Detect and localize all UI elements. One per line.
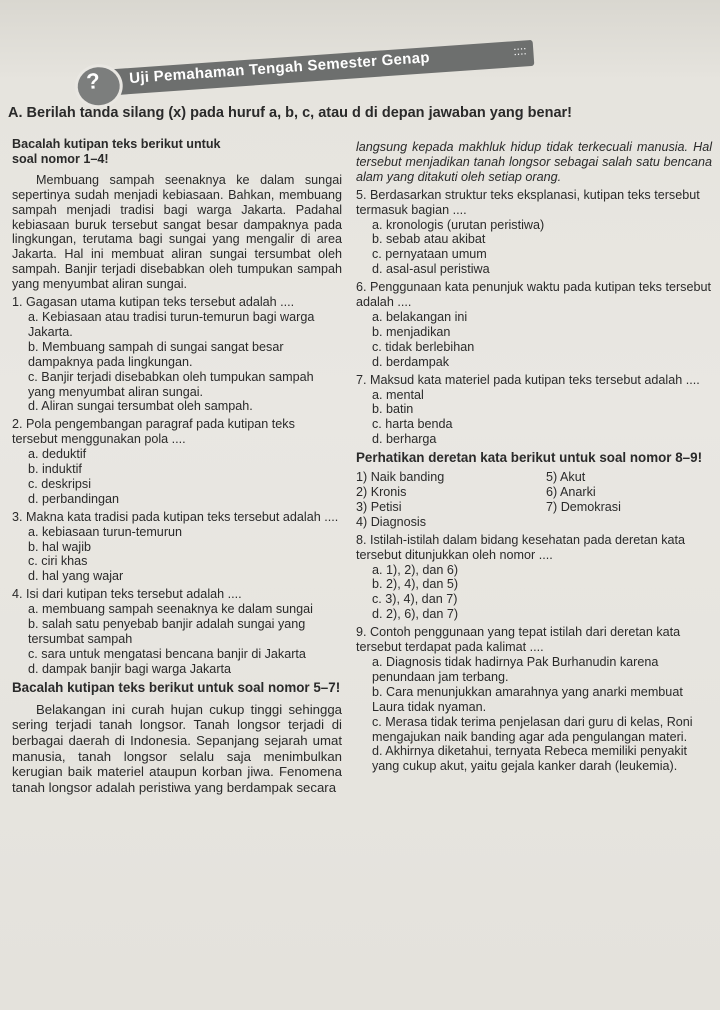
question-7-option-a[interactable]: a. mental <box>372 387 424 402</box>
question-7-option-d[interactable]: d. berharga <box>372 432 437 447</box>
question-1: 1. Gagasan utama kutipan teks tersebut adalah .... <box>12 295 295 310</box>
question-5: 5. Berdasarkan struktur teks eksplanasi, kutipan teks tersebut termasuk bagian .... <box>356 187 700 217</box>
question-1-option-c[interactable]: c. Banjir terjadi disebabkan oleh tumpukan sampah yang menyumbat aliran sungai. <box>28 369 314 399</box>
question-6-option-a[interactable]: a. belakangan ini <box>372 309 468 324</box>
question-8-option-d[interactable]: d. 2), 6), dan 7) <box>372 607 459 622</box>
question-9-option-a[interactable]: a. Diagnosis tidak hadirnya Pak Burhanudin karena penundaan jam terbang. <box>372 655 659 684</box>
question-8-option-b[interactable]: b. 2), 4), dan 5) <box>372 577 459 592</box>
question-3: 3. Makna kata tradisi pada kutipan teks tersebut adalah .... <box>12 509 339 524</box>
question-6: 6. Penggunaan kata penunjuk waktu pada kutipan teks tersebut adalah .... <box>356 280 711 310</box>
word-item-7: 7) Demokrasi <box>546 499 621 514</box>
question-2-option-b[interactable]: b. induktif <box>28 462 82 477</box>
question-1-option-b[interactable]: b. Membuang sampah di sungai sangat besar dampaknya pada lingkungan. <box>28 339 284 369</box>
question-1-option-d[interactable]: d. Aliran sungai tersumbat oleh sampah. <box>28 399 253 414</box>
question-9-option-b[interactable]: b. Cara menunjukkan amarahnya yang anarki membuat Laura tidak nyaman. <box>372 684 683 714</box>
question-3-option-b[interactable]: b. hal wajib <box>28 539 92 554</box>
question-mark-icon: ? <box>85 68 101 95</box>
word-item-4: 4) Diagnosis <box>356 514 426 529</box>
passage-2: Belakangan ini curah hujan cukup tinggi sehingga sering terjadi tanah longsor. Tanah longsor terjadi di berbagai daerah di Indonesia. Sepanjang sejarah umat manusia, tanah longsor selalu saja menimbulkan kerugian baik materiel ataupun korban jiwa. Fenomena tanah longsor adalah peristiwa yang berdampak secara <box>12 701 342 795</box>
question-6-option-c[interactable]: c. tidak berlebihan <box>372 339 475 354</box>
question-3-option-d[interactable]: d. hal yang wajar <box>28 569 124 584</box>
question-3-option-a[interactable]: a. kebiasaan turun-temurun <box>28 524 183 539</box>
passage-1-instruction: Bacalah kutipan teks berikut untuk soal nomor 1–4! <box>12 137 221 166</box>
question-2-option-c[interactable]: c. deskripsi <box>28 476 91 491</box>
passage-2-continued: langsung kepada makhluk hidup tidak terkecuali manusia. Hal tersebut menjadikan tanah longsor sebagai salah satu bencana alam yang ditakuti oleh setiap orang. <box>356 140 712 184</box>
right-column <box>356 140 712 774</box>
section-banner <box>72 15 545 108</box>
question-4-option-d[interactable]: d. dampak banjir bagi warga Jakarta <box>28 661 232 676</box>
question-8: 8. Istilah-istilah dalam bidang kesehatan pada deretan kata tersebut ditunjukkan oleh nomor .... <box>356 532 686 562</box>
question-4: 4. Isi dari kutipan teks tersebut adalah .... <box>12 587 242 602</box>
question-9-option-c[interactable]: c. Merasa tidak terima penjelasan dari guru di kelas, Roni mengajukan naik banding agar ada pengulangan materi. <box>372 714 693 744</box>
word-list-instruction: Perhatikan deretan kata berikut untuk soal nomor 8–9! <box>356 450 703 466</box>
section-a-instruction: A. Berilah tanda silang (x) pada huruf a, b, c, atau d di depan jawaban yang benar! <box>8 105 572 121</box>
question-3-option-c[interactable]: c. ciri khas <box>28 554 88 569</box>
word-item-5: 5) Akut <box>546 470 586 485</box>
word-item-6: 6) Anarki <box>546 485 596 500</box>
question-5-option-c[interactable]: c. pernyataan umum <box>372 247 487 262</box>
question-7-option-b[interactable]: b. batin <box>372 402 414 417</box>
question-8-option-c[interactable]: c. 3), 4), dan 7) <box>372 592 458 607</box>
question-1-option-a[interactable]: a. Kebiasaan atau tradisi turun-temurun bagi warga Jakarta. <box>28 309 315 339</box>
word-list <box>356 470 712 530</box>
question-2-option-a[interactable]: a. deduktif <box>28 447 87 462</box>
question-4-option-b[interactable]: b. salah satu penyebab banjir adalah sungai yang tersumbat sampah <box>28 617 306 646</box>
word-list-col-2 <box>546 470 621 530</box>
question-8-option-a[interactable]: a. 1), 2), dan 6) <box>372 562 459 577</box>
question-7-option-c[interactable]: c. harta benda <box>372 417 453 432</box>
question-4-option-a[interactable]: a. membuang sampah seenaknya ke dalam sungai <box>28 602 313 617</box>
word-item-1: 1) Naik banding <box>356 470 445 485</box>
question-6-option-d[interactable]: d. berdampak <box>372 354 450 369</box>
banner-dots: :::: <box>512 43 528 59</box>
word-item-2: 2) Kronis <box>356 485 407 500</box>
question-7: 7. Maksud kata materiel pada kutipan teks tersebut adalah .... <box>356 372 700 387</box>
question-4-option-c[interactable]: c. sara untuk mengatasi bencana banjir di Jakarta <box>28 646 306 661</box>
question-5-option-a[interactable]: a. kronologis (urutan peristiwa) <box>372 217 545 232</box>
question-5-option-b[interactable]: b. sebab atau akibat <box>372 232 486 247</box>
word-item-3: 3) Petisi <box>356 499 402 514</box>
question-2-option-d[interactable]: d. perbandingan <box>28 491 120 506</box>
banner-title: Uji Pemahaman Tengah Semester Genap <box>128 49 431 88</box>
question-2: 2. Pola pengembangan paragraf pada kutipan teks tersebut menggunakan pola .... <box>12 417 295 447</box>
word-list-col-1 <box>356 470 546 530</box>
question-9-option-d[interactable]: d. Akhirnya diketahui, ternyata Rebeca memiliki penyakit yang cukup akut, yaitu gejala kanker darah (leukemia). <box>372 744 688 774</box>
question-5-option-d[interactable]: d. asal-asul peristiwa <box>372 262 490 277</box>
question-9: 9. Contoh penggunaan yang tepat istilah dari deretan kata tersebut terdapat pada kalimat .... <box>356 625 681 655</box>
left-column <box>12 137 342 795</box>
passage-1: Membuang sampah seenaknya ke dalam sungai sepertinya sudah menjadi kebiasaan. Bahkan, membuang sampah menjadi tradisi bagi warga Jakarta. Padahal kebiasaan buruk tersebut sangat besar dampaknya pada lingkungan, terutama bagi sungai yang mengalir di area Jakarta. Hal ini membuat aliran sungai tersumbat oleh sampah. Banjir terjadi disebabkan oleh tumpukan sampah yang menyumbat aliran sungai. <box>12 172 342 292</box>
passage-2-instruction: Bacalah kutipan teks berikut untuk soal nomor 5–7! <box>12 679 341 695</box>
question-6-option-b[interactable]: b. menjadikan <box>372 324 451 339</box>
